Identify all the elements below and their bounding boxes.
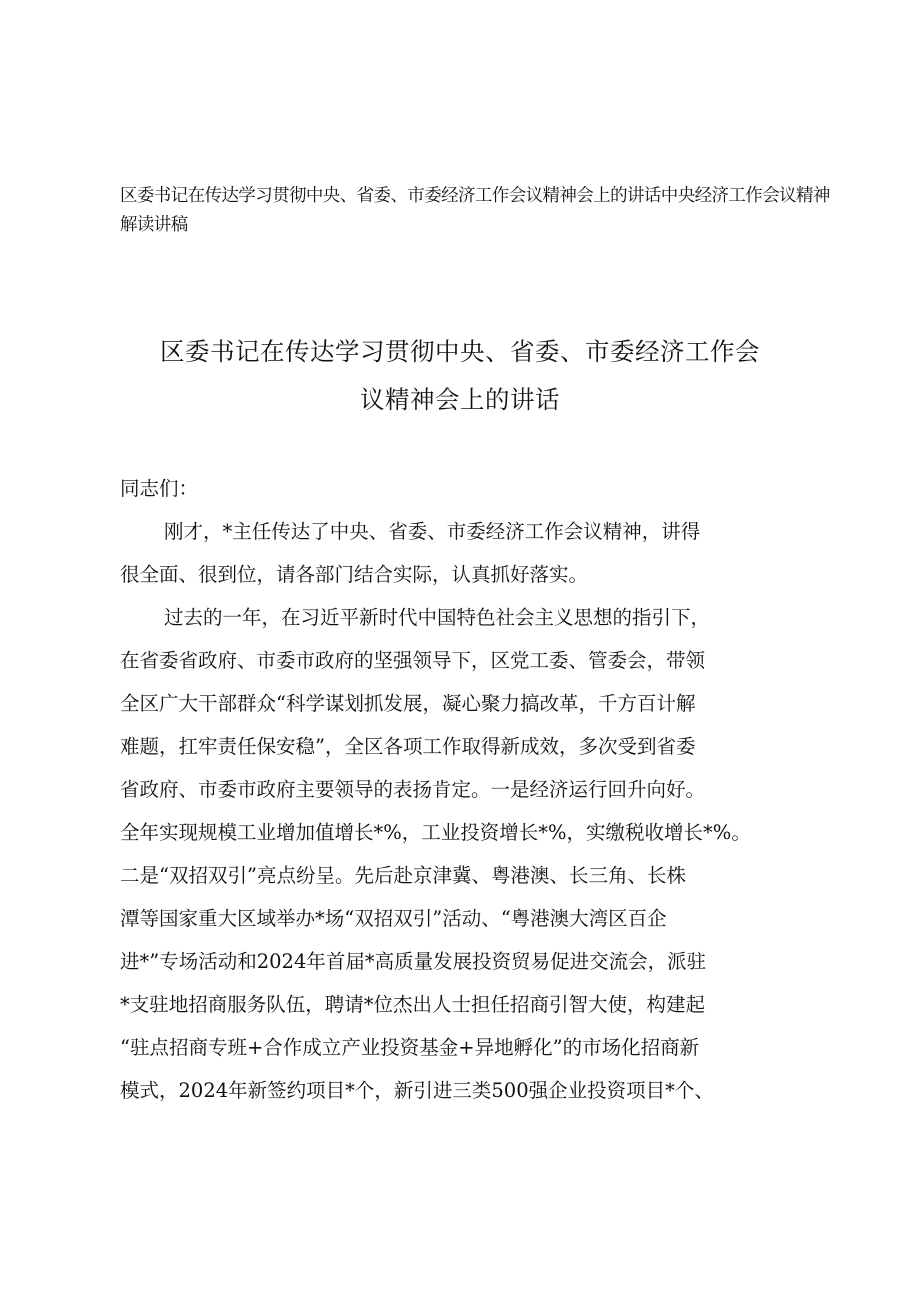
body-line: 全区广大干部群众“科学谋划抓发展，凝心聚力搞改革，千方百计解 xyxy=(120,692,696,715)
body-line: 省政府、市委市政府主要领导的表扬肯定。一是经济运行回升向好。 xyxy=(120,778,706,801)
body-line: 进*”专场活动和2024年首届*高质量发展投资贸易促进交流会，派驻 xyxy=(120,950,707,973)
speech-title xyxy=(120,328,800,424)
body-line: 在省委省政府、市委市政府的坚强领导下，区党工委、管委会，带领 xyxy=(120,649,706,672)
body-line: 刚才，*主任传达了中央、省委、市委经济工作会议精神，讲得 xyxy=(164,520,701,543)
body-line: 全年实现规模工业增加值增长*%，工业投资增长*%，实缴税收增长*%。 xyxy=(120,821,751,844)
body-line: 很全面、很到位，请各部门结合实际，认真抓好落实。 xyxy=(120,563,589,586)
body-line: 潭等国家重大区域举办*场“双招双引”活动、“粤港澳大湾区百企 xyxy=(120,907,667,930)
body-line: 模式，2024年新签约项目*个，新引进三类500强企业投资项目*个、 xyxy=(120,1079,714,1102)
salutation: 同志们： xyxy=(120,477,199,500)
body-line: “驻点招商专班+合作成立产业投资基金+异地孵化”的市场化招商新 xyxy=(120,1036,700,1059)
body-line: 过去的一年，在习近平新时代中国特色社会主义思想的指引下， xyxy=(164,606,711,629)
body-line: *支驻地招商服务队伍，聘请*位杰出人士担任招商引智大使，构建起 xyxy=(120,993,706,1016)
speech-title-line-2: 议精神会上的讲话 xyxy=(360,385,560,414)
body-line: 二是“双招双引”亮点纷呈。先后赴京津冀、粤港澳、长三角、长株 xyxy=(120,864,686,887)
body-line: 难题，扛牢责任保安稳”，全区各项工作取得新成效，多次受到省委 xyxy=(120,735,696,758)
document-file-title: 区委书记在传达学习贯彻中央、省委、市委经济工作会议精神会上的讲话中央经济工作会议精神解读讲稿 xyxy=(120,186,830,235)
speech-title-line-1: 区委书记在传达学习贯彻中央、省委、市委经济工作会 xyxy=(160,337,760,366)
